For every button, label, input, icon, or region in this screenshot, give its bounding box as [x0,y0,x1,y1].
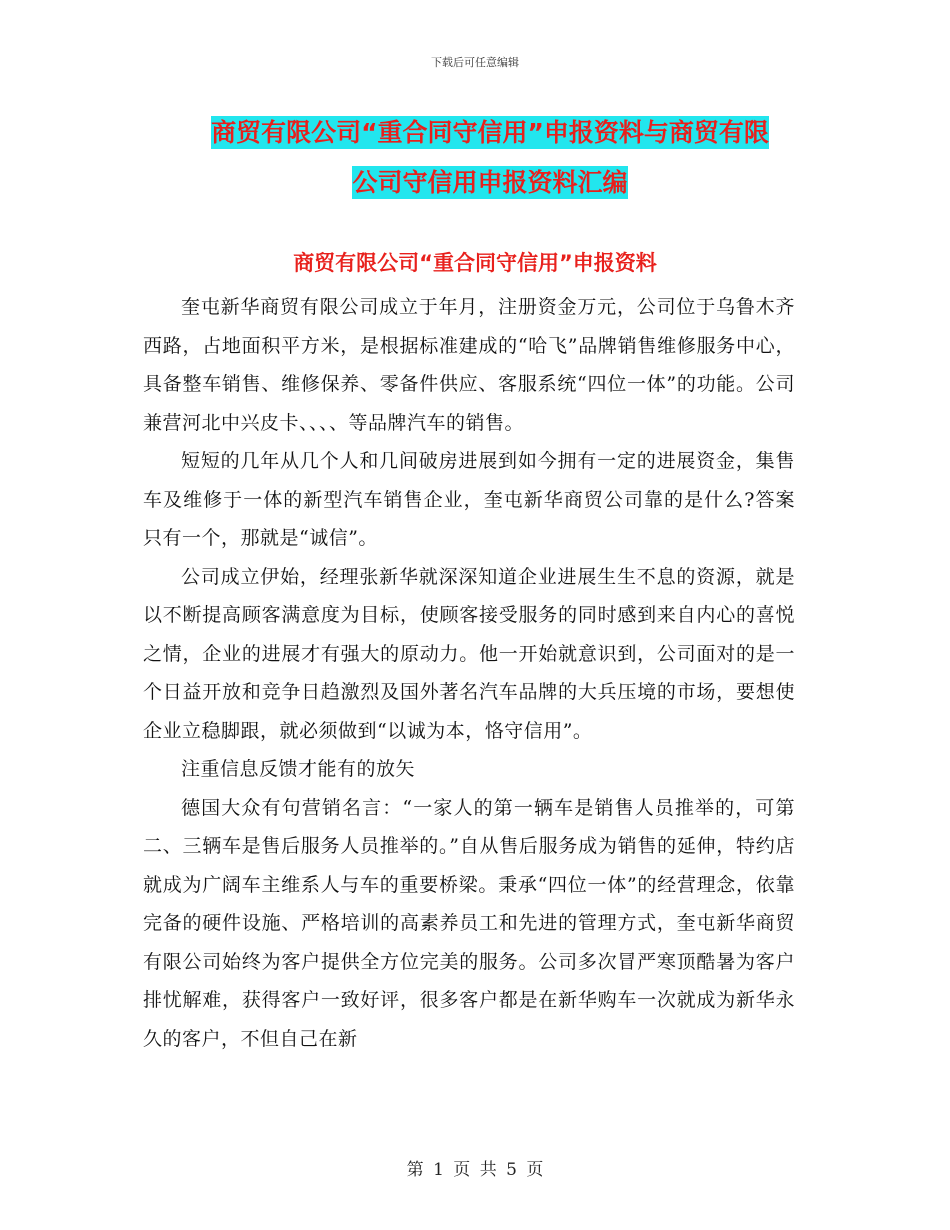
page-number: 第 1 页 共 5 页 [406,1160,544,1180]
subheading: 注重信息反馈才能有的放矢 [181,758,416,780]
page-header: 下载后可任意编辑 [431,56,519,69]
paragraph: 短短的几年从几个人和几间破房进展到如今拥有一定的进展资金，集售车及维修于一体的新型汽车销售企业，奎屯新华商贸公司靠的是什么?答案只有一个，那就是“诚信”。 [143,450,795,549]
paragraph: 公司成立伊始，经理张新华就深深知道企业进展生生不息的资源，就是以不断提高顾客满意度为目标，使顾客接受服务的同时感到来自内心的喜悦之情，企业的进展才有强大的原动力。他一开始就意识到，公司面对的是一个日益开放和竞争日趋激烈及国外著名汽车品牌的大兵压境的市场，要想使企业立稳脚跟，就必须做到“以诚为本，恪守信用”。 [143,565,795,742]
document-body [143,288,795,1058]
document-title [140,108,840,208]
section-title: 商贸有限公司“重合同守信用”申报资料 [293,251,657,275]
title-line-1: 商贸有限公司“重合同守信用”申报资料与商贸有限 [211,118,769,147]
paragraph: 德国大众有句营销名言：“一家人的第一辆车是销售人员推举的，可第二、三辆车是售后服务人员推举的。”自从售后服务成为销售的延伸，特约店就成为广阔车主维系人与车的重要桥梁。秉承“四位一体”的经营理念，依靠完备的硬件设施、严格培训的高素养员工和先进的管理方式，奎屯新华商贸有限公司始终为客户提供全方位完美的服务。公司多次冒严寒顶酷暑为客户排忧解难，获得客户一致好评，很多客户都是在新华购车一次就成为新华永久的客户，不但自己在新 [143,796,795,1050]
title-line-2: 公司守信用申报资料汇编 [352,168,628,197]
paragraph: 奎屯新华商贸有限公司成立于年月，注册资金万元，公司位于乌鲁木齐西路，占地面积平方米，是根据标准建成的“哈飞”品牌销售维修服务中心，具备整车销售、维修保养、零备件供应、客服系统“四位一体”的功能。公司兼营河北中兴皮卡、、、、等品牌汽车的销售。 [143,296,795,434]
